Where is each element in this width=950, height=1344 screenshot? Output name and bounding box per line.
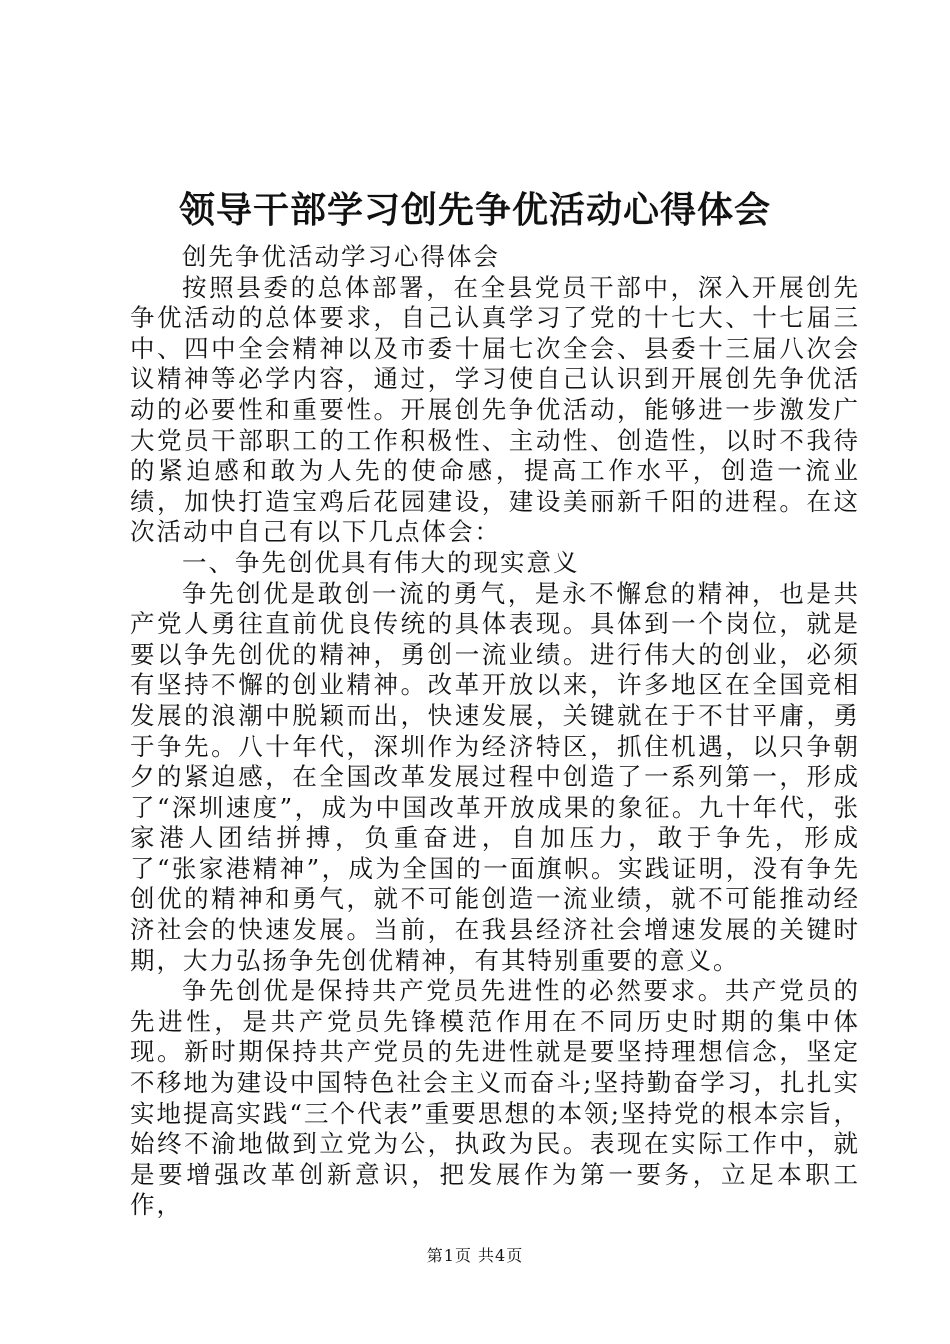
- paragraph-section-1a: 争先创优是敢创一流的勇气，是永不懈怠的精神，也是共产党人勇往直前优良传统的具体表现。具体到一个岗位，就是要以争先创优的精神，勇创一流业绩。进行伟大的创业，必须有坚持不懈的创业精神。改革开放以来，许多地区在全国竞相发展的浪潮中脱颖而出，快速发展，关键就在于不甘平庸，勇于争先。八十年代，深圳作为经济特区，抓住机遇，以只争朝夕的紧迫感，在全国改革发展过程中创造了一系列第一，形成了“深圳速度”，成为中国改革开放成果的象征。九十年代，张家港人团结拼搏，负重奋进，自加压力，敢于争先，形成了“张家港精神”，成为全国的一面旗帜。实践证明，没有争先创优的精神和勇气，就不可能创造一流业绩，就不可能推动经济社会的快速发展。当前，在我县经济社会增速发展的关键时期，大力弘扬争先创优精神，有其特别重要的意义。: [130, 578, 860, 975]
- paragraph-intro: 按照县委的总体部署，在全县党员干部中，深入开展创先争优活动的总体要求，自己认真学习了党的十七大、十七届三中、四中全会精神以及市委十届七次全会、县委十三届八次会议精神等必学内容，通过，学习使自己认识到开展创先争优活动的必要性和重要性。开展创先争优活动，能够进一步激发广大党员干部职工的工作积极性、主动性、创造性，以时不我待的紧迫感和敢为人先的使命感，提高工作水平，创造一流业绩，加快打造宝鸡后花园建设，建设美丽新千阳的进程。在这次活动中自己有以下几点体会：: [130, 272, 860, 547]
- paragraph-subtitle: 创先争优活动学习心得体会: [182, 242, 500, 271]
- page-footer: 第1页 共4页: [426, 1246, 524, 1265]
- section-heading-1: 一、争先创优具有伟大的现实意义: [182, 547, 580, 577]
- paragraph-section-1b: 争先创优是保持共产党员先进性的必然要求。共产党员的先进性，是共产党员先锋模范作用在不同历史时期的集中体现。新时期保持共产党员的先进性就是要坚持理想信念，坚定不移地为建设中国特色社会主义而奋斗;坚持勤奋学习，扎扎实实地提高实践“三个代表”重要思想的本领;坚持党的根本宗旨，始终不渝地做到立党为公，执政为民。表现在实际工作中，就是要增强改革创新意识，把发展作为第一要务，立足本职工作，: [130, 976, 860, 1220]
- document-body: [130, 242, 860, 1221]
- document-title: 领导干部学习创先争优活动心得体会: [178, 189, 771, 231]
